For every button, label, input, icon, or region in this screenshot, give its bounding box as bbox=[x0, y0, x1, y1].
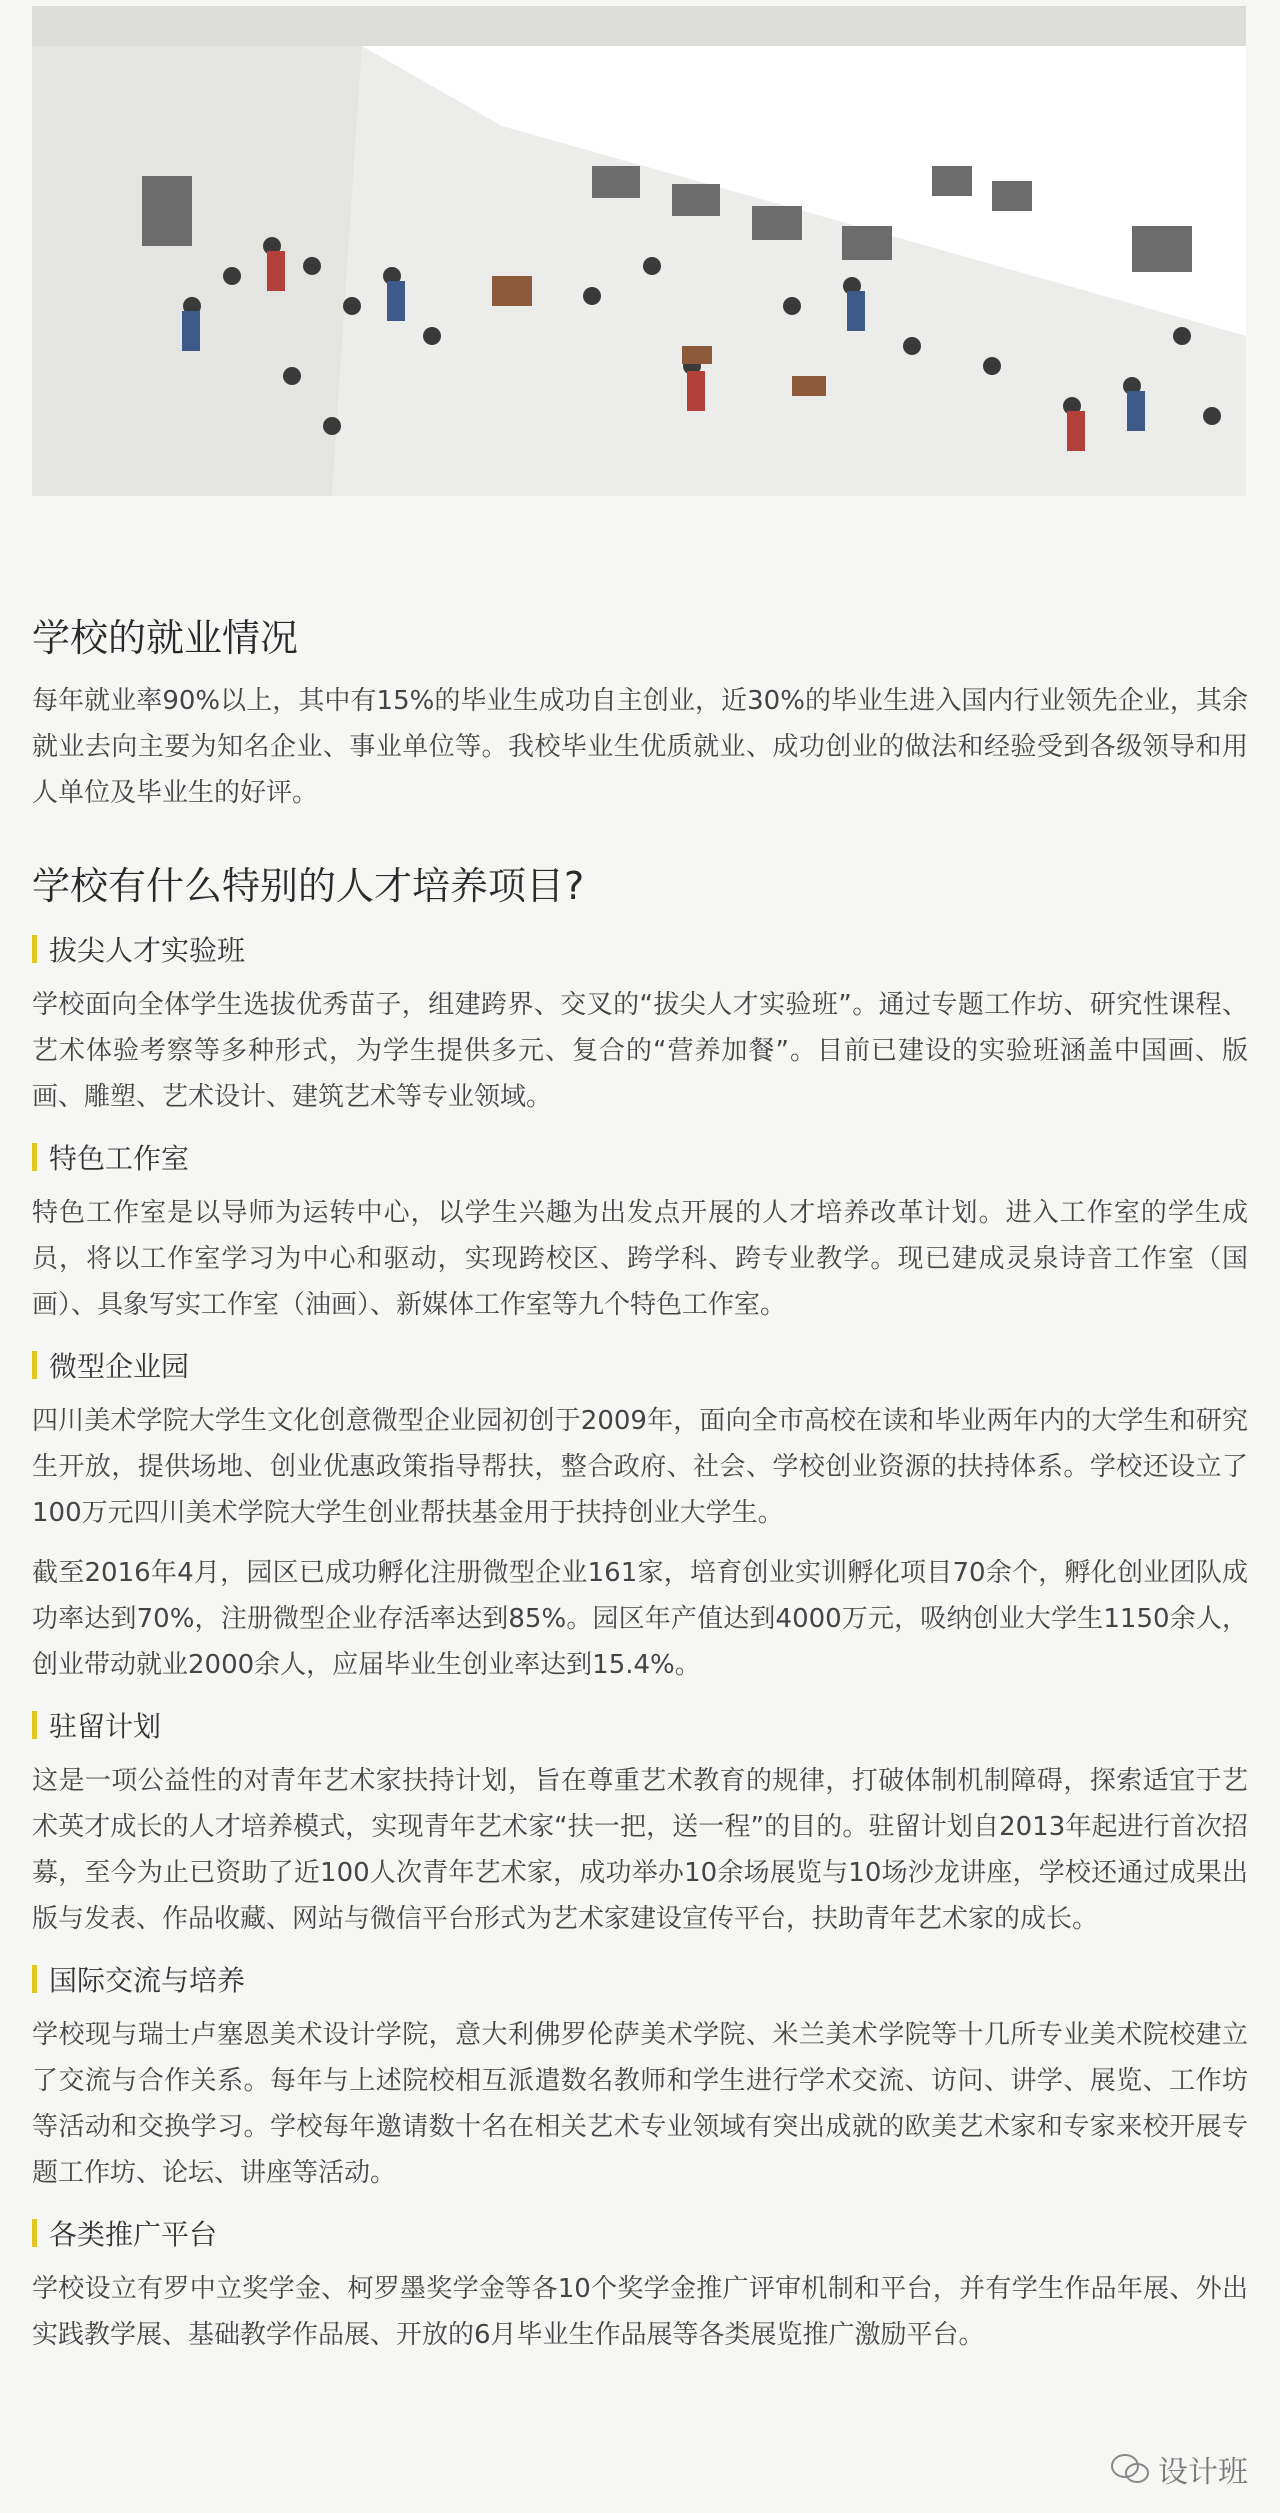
heading-bar bbox=[32, 1711, 37, 1739]
exhibition-photo bbox=[32, 6, 1246, 496]
wechat-watermark bbox=[1110, 2447, 1248, 2491]
program-heading bbox=[32, 924, 1248, 974]
program-item bbox=[32, 1700, 1248, 1942]
article-content bbox=[32, 610, 1248, 2358]
program-item bbox=[32, 1132, 1248, 1328]
program-heading bbox=[32, 1700, 1248, 1750]
heading-bar bbox=[32, 1143, 37, 1171]
program-heading-text: 各类推广平台 bbox=[49, 2218, 218, 2251]
employment-text: 每年就业率90%以上，其中有15%的毕业生成功自主创业，近30%的毕业生进入国内行业领先企业，其余就业去向主要为知名企业、事业单位等。我校毕业生优质就业、成功创业的做法和经验受到各级领导和用人单位及毕业生的好评。 bbox=[32, 686, 1248, 808]
program-item bbox=[32, 1954, 1248, 2196]
program-heading-text: 拔尖人才实验班 bbox=[49, 934, 246, 967]
program-heading bbox=[32, 2208, 1248, 2258]
gallery-photo-icon bbox=[32, 6, 1246, 496]
program-heading-text: 国际交流与培养 bbox=[49, 1964, 246, 1997]
program-paragraph: 特色工作室是以导师为运转中心，以学生兴趣为出发点开展的人才培养改革计划。进入工作室的学生成员，将以工作室学习为中心和驱动，实现跨校区、跨学科、跨专业教学。现已建成灵泉诗音工作室（国画）、具象写实工作室（油画）、新媒体工作室等九个特色工作室。 bbox=[32, 1198, 1248, 1320]
programs-title: 学校有什么特别的人才培养项目? bbox=[32, 864, 585, 908]
program-paragraph: 四川美术学院大学生文化创意微型企业园初创于2009年，面向全市高校在读和毕业两年内的大学生和研究生开放，提供场地、创业优惠政策指导帮扶，整合政府、社会、学校创业资源的扶持体系。学校还设立了100万元四川美术学院大学生创业帮扶基金用于扶持创业大学生。 bbox=[32, 1406, 1248, 1528]
program-heading-text: 特色工作室 bbox=[49, 1142, 190, 1175]
program-paragraph: 学校面向全体学生选拔优秀苗子，组建跨界、交叉的“拔尖人才实验班”。通过专题工作坊、研究性课程、艺术体验考察等多种形式，为学生提供多元、复合的“营养加餐”。目前已建设的实验班涵盖中国画、版画、雕塑、艺术设计、建筑艺术等专业领域。 bbox=[32, 990, 1248, 1112]
program-item bbox=[32, 2208, 1248, 2358]
heading-bar bbox=[32, 1965, 37, 1993]
program-paragraph: 学校设立有罗中立奖学金、柯罗墨奖学金等各10个奖学金推广评审机制和平台，并有学生作品年展、外出实践教学展、基础教学作品展、开放的6月毕业生作品展等各类展览推广激励平台。 bbox=[32, 2274, 1248, 2350]
program-item bbox=[32, 924, 1248, 1120]
heading-bar bbox=[32, 2219, 37, 2247]
program-paragraph: 这是一项公益性的对青年艺术家扶持计划，旨在尊重艺术教育的规律，打破体制机制障碍，探索适宜于艺术英才成长的人才培养模式，实现青年艺术家“扶一把，送一程”的目的。驻留计划自2013年起进行首次招募，至今为止已资助了近100人次青年艺术家，成功举办10余场展览与10场沙龙讲座，学校还通过成果出版与发表、作品收藏、网站与微信平台形式为艺术家建设宣传平台，扶助青年艺术家的成长。 bbox=[32, 1766, 1248, 1934]
program-heading bbox=[32, 1954, 1248, 2004]
program-heading-text: 微型企业园 bbox=[49, 1350, 190, 1383]
program-heading-text: 驻留计划 bbox=[49, 1710, 162, 1743]
program-heading bbox=[32, 1340, 1248, 1390]
heading-bar bbox=[32, 1351, 37, 1379]
heading-bar bbox=[32, 935, 37, 963]
program-paragraph: 截至2016年4月，园区已成功孵化注册微型企业161家，培育创业实训孵化项目70余个，孵化创业团队成功率达到70%，注册微型企业存活率达到85%。园区年产值达到4000万元，吸纳创业大学生1150余人，创业带动就业2000余人，应届毕业生创业率达到15.4%。 bbox=[32, 1558, 1248, 1680]
program-heading bbox=[32, 1132, 1248, 1182]
program-paragraph: 学校现与瑞士卢塞恩美术设计学院，意大利佛罗伦萨美术学院、米兰美术学院等十几所专业美术院校建立了交流与合作关系。每年与上述院校相互派遣数名教师和学生进行学术交流、访问、讲学、展览、工作坊等活动和交换学习。学校每年邀请数十名在相关艺术专业领域有突出成就的欧美艺术家和专家来校开展专题工作坊、论坛、讲座等活动。 bbox=[32, 2020, 1248, 2188]
program-item bbox=[32, 1340, 1248, 1688]
wechat-icon bbox=[1110, 2452, 1150, 2486]
employment-title: 学校的就业情况 bbox=[32, 616, 299, 660]
watermark-label: 设计班 bbox=[1158, 2455, 1248, 2490]
